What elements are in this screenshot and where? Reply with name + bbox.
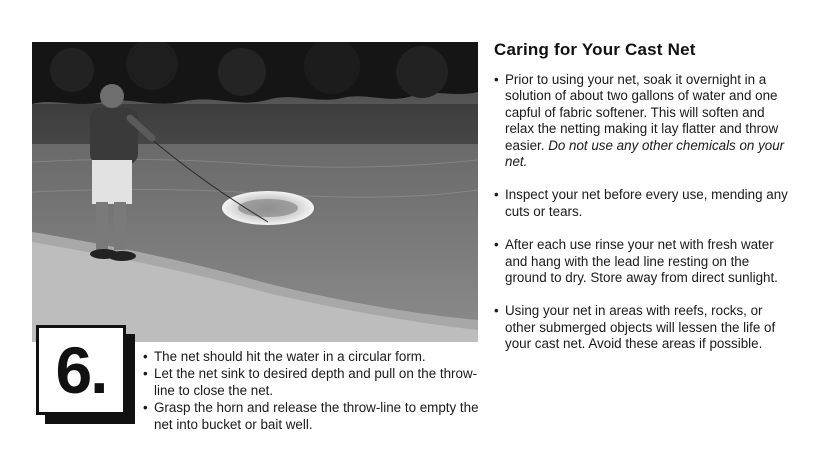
step-number-box bbox=[36, 325, 126, 415]
care-tip bbox=[494, 72, 794, 170]
care-tip bbox=[494, 237, 794, 286]
care-tip-text: Inspect your net before every use, mending any cuts or tears. bbox=[505, 187, 788, 219]
care-title: Caring for Your Cast Net bbox=[494, 40, 696, 59]
step-number: 6. bbox=[55, 333, 107, 407]
cast-net-photo-illustration bbox=[32, 42, 478, 342]
step-instruction: • The net should hit the water in a circular form. bbox=[143, 348, 483, 365]
step-instruction: • Let the net sink to desired depth and pull on the throw-line to close the net. bbox=[143, 365, 483, 399]
step-instructions bbox=[143, 348, 483, 433]
care-section bbox=[494, 40, 794, 353]
step-instruction: • Grasp the horn and release the throw-line to empty the net into bucket or bait well. bbox=[143, 399, 483, 433]
care-tip bbox=[494, 303, 794, 352]
fishing-photo bbox=[32, 42, 478, 342]
care-tip bbox=[494, 187, 794, 220]
care-tip-text: After each use rinse your net with fresh water and hang with the lead line resting on the ground to dry. Store away from direct sunlight. bbox=[505, 237, 778, 286]
care-tip-text: Prior to using your net, soak it overnight in a solution of about two gallons of water and one capful of fabric softener. This will soften and relax the netting making it lay flatter and throw easier. bbox=[505, 72, 779, 153]
care-tips-list bbox=[494, 72, 794, 353]
care-tip-text: Using your net in areas with reefs, rocks, or other submerged objects will lessen the life of your cast net. Avoid these areas if possible. bbox=[505, 303, 776, 352]
care-tip-note: Do not use any other chemicals on your net. bbox=[505, 137, 785, 170]
